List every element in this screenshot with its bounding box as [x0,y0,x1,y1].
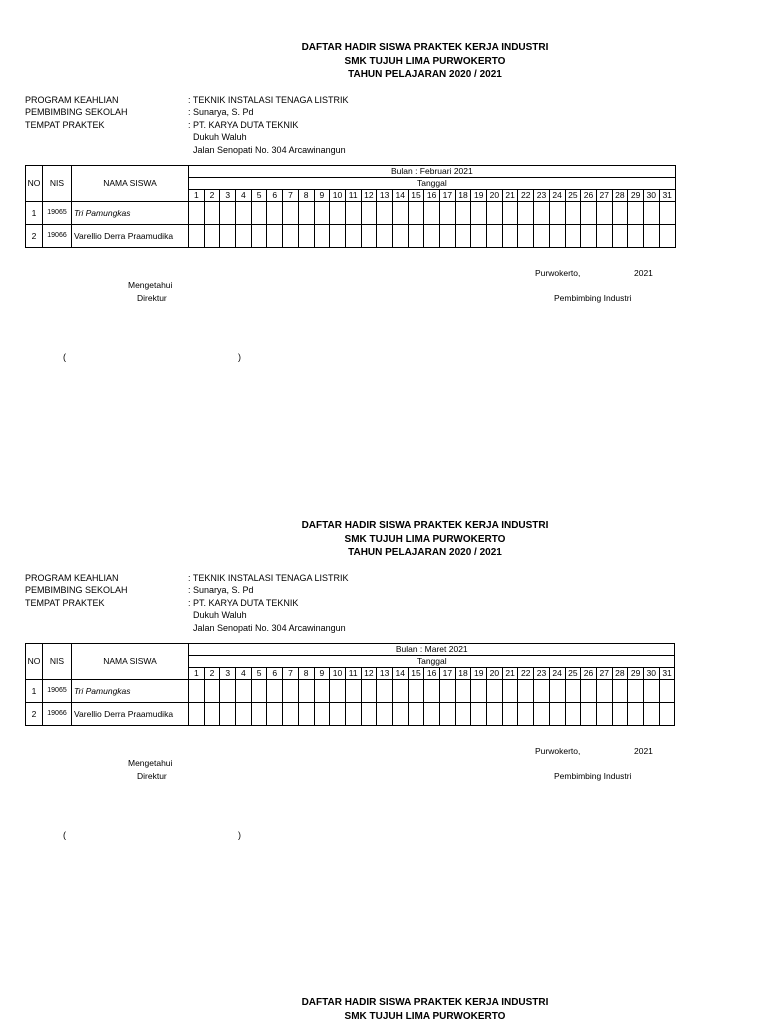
day-number: 15 [408,668,424,680]
attendance-cell[interactable] [659,703,675,726]
attendance-cell[interactable] [581,202,597,225]
student-nis: 19066 [43,225,72,248]
day-number: 3 [220,190,236,202]
sheet-title [0,519,768,560]
attendance-cell[interactable] [534,202,550,225]
day-number: 26 [581,190,597,202]
title-line-1: DAFTAR HADIR SISWA PRAKTEK KERJA INDUSTRI [301,997,549,1008]
day-number: 28 [612,190,628,202]
tempat-value: : PT. KARYA DUTA TEKNIK [188,119,299,130]
attendance-cell[interactable] [612,202,628,225]
day-number: 1 [189,190,205,202]
attendance-cell[interactable] [643,680,659,703]
day-number: 6 [267,190,283,202]
attendance-cell[interactable] [189,225,205,248]
attendance-cell[interactable] [204,202,220,225]
day-number: 7 [283,190,299,202]
attendance-cell[interactable] [330,225,346,248]
day-number: 18 [455,668,471,680]
attendance-cell[interactable] [345,225,361,248]
day-number: 9 [314,668,330,680]
day-number: 31 [659,190,675,202]
student-no: 2 [26,225,43,248]
attendance-cell[interactable] [612,703,628,726]
attendance-cell[interactable] [189,680,205,703]
attendance-cell[interactable] [565,703,581,726]
attendance-cell[interactable] [659,225,675,248]
attendance-table [25,643,675,726]
attendance-cell[interactable] [455,680,471,703]
attendance-cell[interactable] [502,202,518,225]
attendance-cell[interactable] [534,703,550,726]
day-number: 4 [236,668,252,680]
day-number: 6 [267,668,283,680]
signature-open-paren: ( [63,830,66,840]
attendance-cell[interactable] [408,202,424,225]
day-number: 30 [643,668,659,680]
attendance-cell[interactable] [596,225,612,248]
attendance-cell[interactable] [518,225,534,248]
day-number: 28 [612,668,628,680]
attendance-cell[interactable] [659,680,675,703]
attendance-cell[interactable] [643,703,659,726]
attendance-cell[interactable] [267,680,283,703]
attendance-cell[interactable] [251,202,267,225]
header-nis: NIS [43,644,72,680]
attendance-cell[interactable] [549,202,565,225]
day-number: 18 [455,190,471,202]
day-number: 9 [314,190,330,202]
pembimbing-value: : Sunarya, S. Pd [188,585,254,596]
attendance-cell[interactable] [283,703,299,726]
sheet-title [0,996,768,1023]
header-nama: NAMA SISWA [72,166,189,202]
title-line-1: DAFTAR HADIR SISWA PRAKTEK KERJA INDUSTRI [301,42,549,53]
day-number: 13 [377,668,393,680]
attendance-cell[interactable] [408,680,424,703]
attendance-cell[interactable] [549,225,565,248]
pembimbing-label: PEMBIMBING SEKOLAH [25,107,128,118]
attendance-cell[interactable] [220,225,236,248]
title-line-3: TAHUN PELAJARAN 2020 / 2021 [348,547,502,558]
attendance-cell[interactable] [298,202,314,225]
attendance-cell[interactable] [189,703,205,726]
attendance-cell[interactable] [502,225,518,248]
attendance-cell[interactable] [314,703,330,726]
tempat-label: TEMPAT PRAKTEK [25,119,105,130]
attendance-cell[interactable] [502,703,518,726]
attendance-cell[interactable] [596,202,612,225]
table-row [26,680,675,703]
student-nis: 19066 [43,703,72,726]
day-number: 11 [345,190,361,202]
attendance-cell[interactable] [581,225,597,248]
attendance-cell[interactable] [628,202,644,225]
day-number: 5 [251,190,267,202]
place-label: Purwokerto, [535,746,581,756]
month-header: Bulan : Maret 2021 [189,644,675,656]
place-label: Purwokerto, [535,268,581,278]
day-number: 21 [502,668,518,680]
attendance-cell[interactable] [518,680,534,703]
month-header: Bulan : Februari 2021 [189,166,676,178]
day-number: 14 [392,668,408,680]
address-line-2: Jalan Senopati No. 304 Arcawinangun [193,144,346,155]
address-line-2: Jalan Senopati No. 304 Arcawinangun [193,622,346,633]
pembimbing-industri-label: Pembimbing Industri [554,771,632,781]
attendance-cell[interactable] [518,703,534,726]
day-number: 7 [283,668,299,680]
attendance-cell[interactable] [236,202,252,225]
day-number: 17 [440,668,456,680]
program-value: : TEKNIK INSTALASI TENAGA LISTRIK [188,573,349,583]
attendance-cell[interactable] [220,202,236,225]
attendance-cell[interactable] [408,703,424,726]
day-number: 5 [251,668,267,680]
attendance-cell[interactable] [251,225,267,248]
day-number: 29 [628,668,644,680]
direktur-label: Direktur [137,293,167,303]
attendance-cell[interactable] [440,680,456,703]
day-number: 3 [220,668,236,680]
day-number: 2 [204,190,220,202]
attendance-cell[interactable] [471,202,487,225]
header-no: NO [26,166,43,202]
title-line-2: SMK TUJUH LIMA PURWOKERTO [344,55,506,67]
address-line-1: Dukuh Waluh [193,610,247,621]
attendance-cell[interactable] [220,703,236,726]
title-line-1: DAFTAR HADIR SISWA PRAKTEK KERJA INDUSTRI [301,520,549,531]
tempat-value: : PT. KARYA DUTA TEKNIK [188,597,299,608]
attendance-cell[interactable] [220,680,236,703]
day-number: 22 [518,190,534,202]
attendance-cell[interactable] [361,202,377,225]
day-number: 12 [361,668,377,680]
attendance-cell[interactable] [236,680,252,703]
attendance-cell[interactable] [581,703,597,726]
attendance-cell[interactable] [330,703,346,726]
attendance-cell[interactable] [408,225,424,248]
program-value: : TEKNIK INSTALASI TENAGA LISTRIK [188,95,349,105]
attendance-cell[interactable] [236,703,252,726]
signature-close-paren: ) [238,352,241,362]
attendance-cell[interactable] [424,680,440,703]
direktur-label: Direktur [137,771,167,781]
attendance-cell[interactable] [330,202,346,225]
attendance-cell[interactable] [612,225,628,248]
title-line-3: TAHUN PELAJARAN 2020 / 2021 [348,69,502,80]
attendance-cell[interactable] [565,225,581,248]
day-number: 17 [440,190,456,202]
day-number: 30 [643,190,659,202]
attendance-cell[interactable] [471,703,487,726]
tanggal-header: Tanggal [189,178,676,190]
attendance-cell[interactable] [628,680,644,703]
attendance-cell[interactable] [377,202,393,225]
attendance-cell[interactable] [345,680,361,703]
attendance-cell[interactable] [283,202,299,225]
attendance-cell[interactable] [267,225,283,248]
attendance-cell[interactable] [565,202,581,225]
attendance-cell[interactable] [487,225,503,248]
student-no: 1 [26,680,43,703]
day-number: 4 [236,190,252,202]
title-line-2: SMK TUJUH LIMA PURWOKERTO [344,1010,506,1022]
attendance-cell[interactable] [392,225,408,248]
attendance-cell[interactable] [487,202,503,225]
attendance-cell[interactable] [487,680,503,703]
attendance-cell[interactable] [440,703,456,726]
day-number: 2 [204,668,220,680]
attendance-cell[interactable] [440,202,456,225]
attendance-cell[interactable] [643,225,659,248]
attendance-cell[interactable] [487,703,503,726]
table-row [26,225,676,248]
attendance-cell[interactable] [549,680,565,703]
day-number: 20 [487,668,503,680]
attendance-cell[interactable] [628,703,644,726]
attendance-cell[interactable] [392,680,408,703]
day-number: 26 [581,668,597,680]
attendance-cell[interactable] [314,225,330,248]
day-number: 23 [534,190,550,202]
day-number: 23 [534,668,550,680]
mengetahui-label: Mengetahui [128,280,173,290]
header-nama: NAMA SISWA [72,644,189,680]
day-number: 19 [471,668,487,680]
attendance-cell[interactable] [298,703,314,726]
attendance-cell[interactable] [377,703,393,726]
program-label: PROGRAM KEAHLIAN [25,95,119,105]
attendance-cell[interactable] [424,703,440,726]
attendance-cell[interactable] [612,680,628,703]
table-row [26,202,676,225]
attendance-cell[interactable] [581,680,597,703]
signature-close-paren: ) [238,830,241,840]
attendance-cell[interactable] [236,225,252,248]
attendance-cell[interactable] [643,202,659,225]
attendance-cell[interactable] [455,703,471,726]
attendance-cell[interactable] [549,703,565,726]
address-line-1: Dukuh Waluh [193,132,247,143]
day-number: 22 [518,668,534,680]
day-number: 11 [345,668,361,680]
day-number: 24 [549,190,565,202]
pembimbing-value: : Sunarya, S. Pd [188,107,254,118]
attendance-cell[interactable] [392,202,408,225]
attendance-cell[interactable] [471,225,487,248]
student-nis: 19065 [43,680,72,703]
attendance-cell[interactable] [534,680,550,703]
attendance-cell[interactable] [251,680,267,703]
attendance-cell[interactable] [361,703,377,726]
day-number: 31 [659,668,675,680]
attendance-cell[interactable] [267,202,283,225]
attendance-cell[interactable] [424,202,440,225]
attendance-cell[interactable] [204,703,220,726]
attendance-cell[interactable] [298,225,314,248]
day-number: 20 [487,190,503,202]
attendance-cell[interactable] [596,703,612,726]
attendance-cell[interactable] [455,225,471,248]
year-label: 2021 [634,746,653,756]
attendance-cell[interactable] [361,225,377,248]
attendance-cell[interactable] [424,225,440,248]
day-number: 14 [392,190,408,202]
attendance-cell[interactable] [330,680,346,703]
day-number: 16 [424,190,440,202]
day-number: 27 [596,668,612,680]
day-number: 24 [549,668,565,680]
attendance-cell[interactable] [283,680,299,703]
header-nis: NIS [43,166,72,202]
attendance-cell[interactable] [628,225,644,248]
student-nis: 19065 [43,202,72,225]
day-number: 19 [471,190,487,202]
table-row [26,703,675,726]
day-number: 21 [502,190,518,202]
day-number: 29 [628,190,644,202]
student-name: Tri Pamungkas [72,680,189,703]
attendance-table [25,165,676,248]
student-name: Varellio Derra Praamudika [72,225,189,248]
attendance-cell[interactable] [345,202,361,225]
tempat-label: TEMPAT PRAKTEK [25,597,105,608]
day-number: 1 [189,668,205,680]
year-label: 2021 [634,268,653,278]
attendance-cell[interactable] [502,680,518,703]
attendance-cell[interactable] [659,202,675,225]
day-number: 8 [298,190,314,202]
attendance-cell[interactable] [518,202,534,225]
attendance-cell[interactable] [440,225,456,248]
attendance-cell[interactable] [267,703,283,726]
student-no: 2 [26,703,43,726]
attendance-cell[interactable] [455,202,471,225]
student-name: Varellio Derra Praamudika [72,703,189,726]
attendance-cell[interactable] [565,680,581,703]
day-number: 10 [330,190,346,202]
attendance-cell[interactable] [189,202,205,225]
day-number: 12 [361,190,377,202]
day-number: 15 [408,190,424,202]
attendance-cell[interactable] [204,680,220,703]
attendance-cell[interactable] [377,225,393,248]
attendance-cell[interactable] [345,703,361,726]
pembimbing-label: PEMBIMBING SEKOLAH [25,585,128,596]
mengetahui-label: Mengetahui [128,758,173,768]
attendance-cell[interactable] [314,680,330,703]
day-number: 8 [298,668,314,680]
day-number: 27 [596,190,612,202]
attendance-cell[interactable] [377,680,393,703]
tanggal-header: Tanggal [189,656,675,668]
attendance-cell[interactable] [471,680,487,703]
attendance-cell[interactable] [298,680,314,703]
student-name: Tri Pamungkas [72,202,189,225]
day-number: 16 [424,668,440,680]
attendance-cell[interactable] [596,680,612,703]
header-no: NO [26,644,43,680]
day-number: 10 [330,668,346,680]
attendance-cell[interactable] [314,202,330,225]
sheet-title [0,41,768,82]
day-number: 25 [565,668,581,680]
day-number: 25 [565,190,581,202]
attendance-cell[interactable] [283,225,299,248]
attendance-cell[interactable] [251,703,267,726]
title-line-2: SMK TUJUH LIMA PURWOKERTO [344,533,506,545]
program-label: PROGRAM KEAHLIAN [25,573,119,583]
attendance-cell[interactable] [204,225,220,248]
student-no: 1 [26,202,43,225]
attendance-cell[interactable] [534,225,550,248]
attendance-cell[interactable] [392,703,408,726]
signature-open-paren: ( [63,352,66,362]
attendance-cell[interactable] [361,680,377,703]
day-number: 13 [377,190,393,202]
pembimbing-industri-label: Pembimbing Industri [554,293,632,303]
